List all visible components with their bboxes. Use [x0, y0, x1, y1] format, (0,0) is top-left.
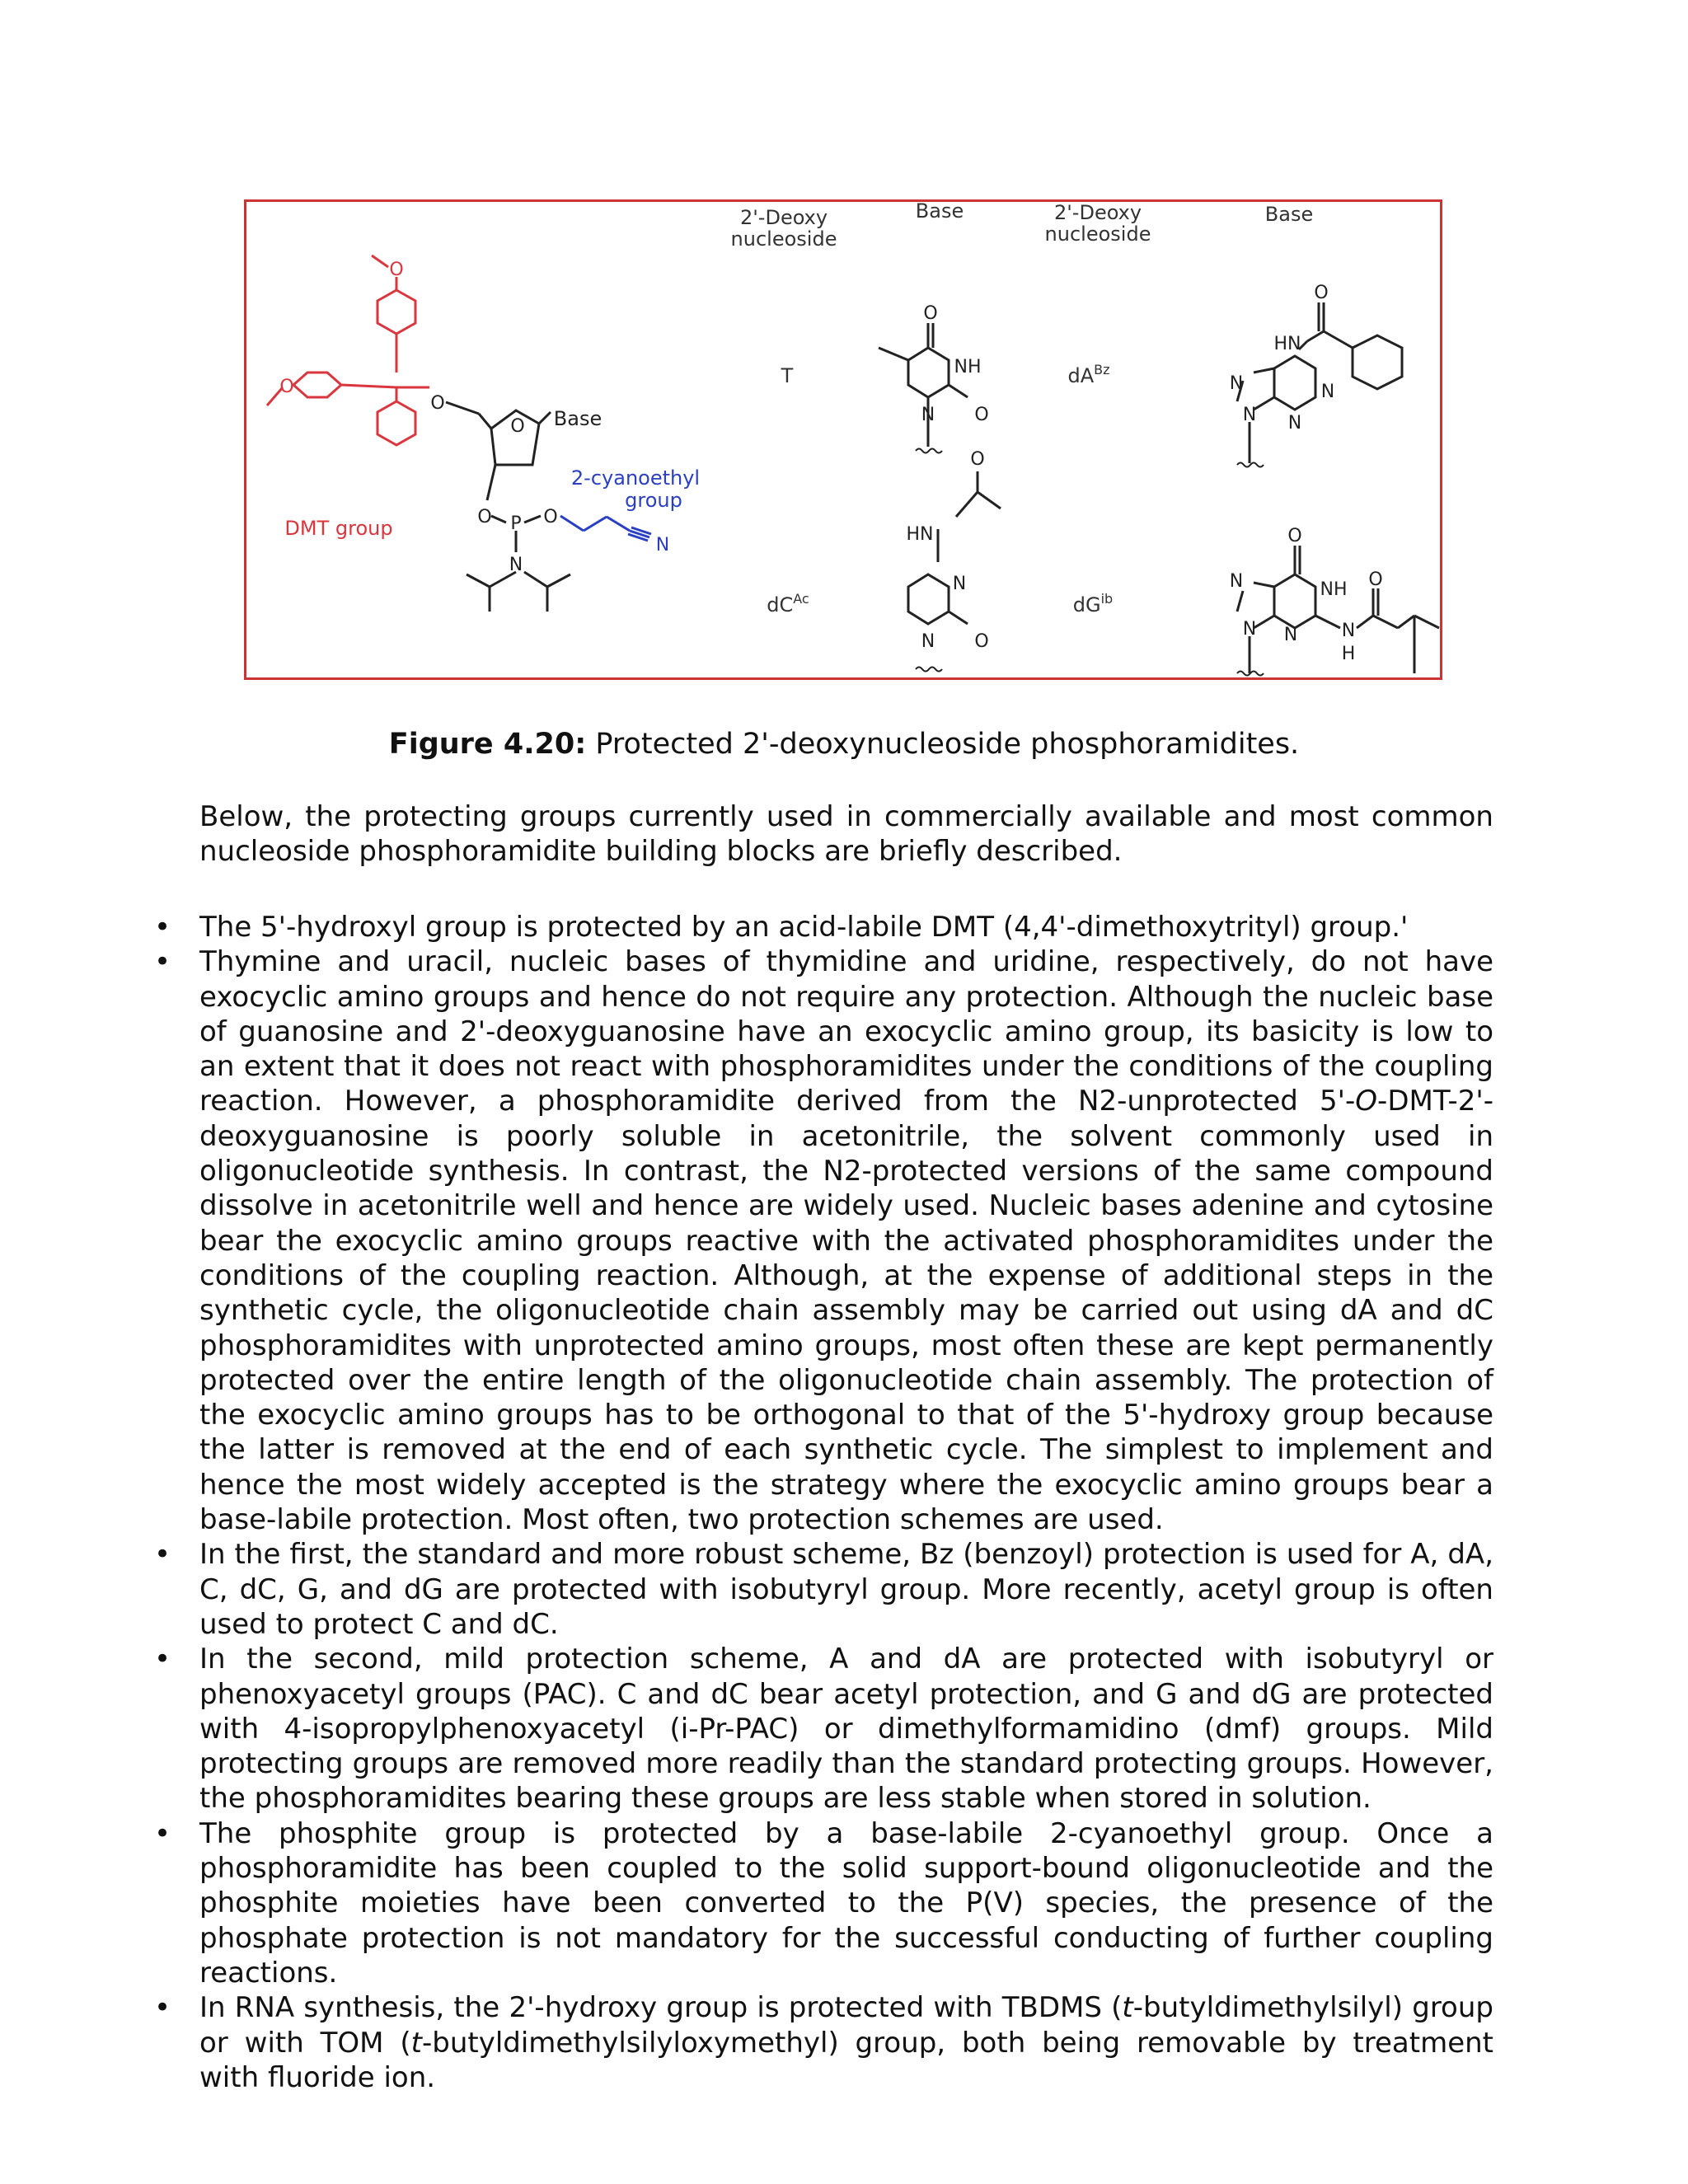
list-item [153, 1816, 1493, 1990]
bullet-text-i2: t [410, 2026, 422, 2060]
bullet-marker: • [153, 1538, 171, 1572]
bullet-marker: • [153, 1643, 171, 1676]
dmt-group-label: DMT group [284, 517, 393, 540]
protecting-groups-list [153, 910, 1493, 2095]
header-deoxy-nucleoside-2b: nucleoside [1044, 223, 1151, 246]
list-item [153, 1990, 1493, 2095]
acetylcytosine-o: O [970, 449, 985, 470]
bullet-marker: • [153, 911, 171, 944]
atom-o-3prime: O [477, 507, 492, 527]
bullet-text-p1: In RNA synthesis, the 2'-hydroxy group is protected with TBDMS ( [199, 1991, 1123, 2025]
list-item [153, 944, 1493, 1537]
header-deoxy-nucleoside-1b: nucleoside [730, 227, 837, 251]
label-dabz: $dA^{Bz}$ [1067, 362, 1110, 387]
atom-p: P [510, 513, 522, 534]
atom-n-amine: N [509, 555, 523, 575]
isobutyrylguanine-n4: N [1341, 621, 1356, 641]
isobutyrylguanine-h: H [1341, 644, 1356, 664]
isobutyrylguanine-n2: N [1242, 619, 1257, 640]
isobutyrylguanine-nh: NH [1320, 579, 1348, 600]
atom-o-ring: O [510, 416, 525, 437]
list-item [153, 1537, 1493, 1642]
bullet-text-italic: O [1355, 1085, 1378, 1118]
list-item [153, 1642, 1493, 1816]
figure-caption [0, 725, 1688, 763]
bullet-marker: • [153, 945, 171, 979]
atom-n-nitrile: N [655, 535, 670, 555]
list-item [153, 910, 1493, 944]
atom-o-left: O [279, 377, 294, 397]
benzoyladenine-n1: N [1229, 373, 1244, 394]
thymine-nh: NH [954, 357, 982, 377]
bullet-text: The 5'-hydroxyl group is protected by an acid-labile DMT (4,4'-dimethoxytrityl) group.' [199, 911, 1409, 944]
header-base-2: Base [1264, 203, 1314, 226]
cyanoethyl-label-1: 2-cyanoethyl [570, 466, 701, 490]
intro-paragraph: Below, the protecting groups currently used in commercially available and most common nucleoside phosphoramidite building blocks are briefly described. [199, 800, 1493, 868]
figure-frame [246, 201, 1442, 679]
bullet-text: In the second, mild protection scheme, A and dA are protected with isobutyryl or phenoxyacetyl groups (PAC). C and dC bear acetyl protection, and G and dG are protected with 4-isopropylphenoxyacetyl (i-Pr-PAC) or dimethylformamidino (dmf) groups. Mild protecting groups are removed more readily than the standard protecting groups. However, the phosphoramidites bearing these groups are less stable when stored in solution. [199, 1643, 1493, 1816]
label-dcac: $dC^{Ac}$ [767, 591, 809, 616]
bullet-text-part1: Thymine and uracil, nucleic bases of thymidine and uridine, respectively, do not have exocyclic amino groups and hence do not require any protection. Although the nucleic base of guanosine and 2'-deoxyguanosine have an exocyclic amino group, its basicity is low to an extent that it does not react with phosphoramidites under the conditions of the coupling reaction. However, a phosphoramidite derived from the N2-unprotected 5'- [199, 945, 1493, 1118]
base-label: Base [553, 407, 603, 430]
bullet-text-p2: -butyldimethylsilyl) group or with TOM ( [199, 1991, 1493, 2060]
acetylcytosine-o-right: O [974, 631, 989, 652]
bullet-text: In the first, the standard and more robust scheme, Bz (benzoyl) protection is used for A, dA, C, dC, G, and dG are protected with isobutyryl group. More recently, acetyl group is often used to protect C and dC. [199, 1538, 1493, 1641]
figure-caption-label: Figure 4.20: [388, 728, 587, 761]
benzoyladenine-o: O [1314, 283, 1329, 303]
atom-o-top: O [389, 260, 404, 280]
label-dgib: $dG^{ib}$ [1072, 591, 1114, 616]
thymine-o-top: O [923, 303, 938, 324]
isobutyrylguanine-o-amide: O [1368, 569, 1383, 590]
phosphoramidite-figure [244, 199, 1442, 680]
benzoyladenine-n2: N [1320, 382, 1335, 402]
bullet-text-p3: -butyldimethylsilyloxymethyl) group, both being removable by treatment with fluoride ion. [199, 2026, 1493, 2094]
bullet-text-i1: t [1122, 1991, 1133, 2025]
atom-o-p: O [543, 507, 558, 527]
bullet-marker: • [153, 1991, 171, 2025]
label-t: T [781, 364, 794, 387]
bullet-text-part2: -DMT-2'-deoxyguanosine is poorly soluble in acetonitrile, the solvent commonly used in oligonucleotide synthesis. In contrast, the N2-protected versions of the same compound dissolve in acetonitrile well and hence are widely used. Nucleic bases adenine and cytosine bear the exocyclic amino groups reactive with the activated phosphoramidites under the conditions of the coupling reaction. Although, at the expense of additional steps in the synthetic cycle, the oligonucleotide chain assembly may be carried out using dA and dC phosphoramidites with unprotected amino groups, most often these are kept permanently protected over the entire length of the oligonucleotide chain assembly. The protection of the exocyclic amino groups has to be orthogonal to that of the 5'-hydroxy group because the latter is removed at the end of each synthetic cycle. The simplest to implement and hence the most widely accepted is the strategy where the exocyclic amino groups bear a base-labile protection. Most often, two protection schemes are used. [199, 1085, 1493, 1537]
benzoyladenine-hn: HN [1273, 334, 1301, 354]
header-base-1: Base [915, 199, 964, 223]
thymine-o-right: O [974, 405, 989, 425]
acetylcytosine-n-top: N [952, 574, 967, 594]
atom-o-5prime: O [430, 393, 445, 414]
isobutyrylguanine-o: O [1287, 526, 1302, 546]
figure-caption-text: Protected 2'-deoxynucleoside phosphoramidites. [586, 728, 1300, 761]
isobutyrylguanine-n1: N [1229, 571, 1244, 592]
bullet-marker: • [153, 1816, 171, 1850]
header-deoxy-nucleoside-1: 2'-Deoxy [739, 206, 828, 229]
benzoyladenine-n3: N [1242, 405, 1257, 425]
acetylcytosine-n-bottom: N [921, 631, 935, 652]
thymine-n: N [921, 405, 935, 425]
benzoyladenine-n4: N [1287, 413, 1302, 434]
bullet-text: The phosphite group is protected by a base-labile 2-cyanoethyl group. Once a phosphoramidite has been coupled to the solid support-bound oligonucleotide and the phosphite moieties have been converted to the P(V) species, the presence of the phosphate protection is not mandatory for the successful conducting of further coupling reactions. [199, 1816, 1493, 1990]
header-deoxy-nucleoside-2: 2'-Deoxy [1053, 201, 1142, 224]
cyanoethyl-label-2: group [625, 489, 682, 512]
acetylcytosine-hn: HN [906, 524, 934, 545]
isobutyrylguanine-n3: N [1283, 625, 1298, 645]
